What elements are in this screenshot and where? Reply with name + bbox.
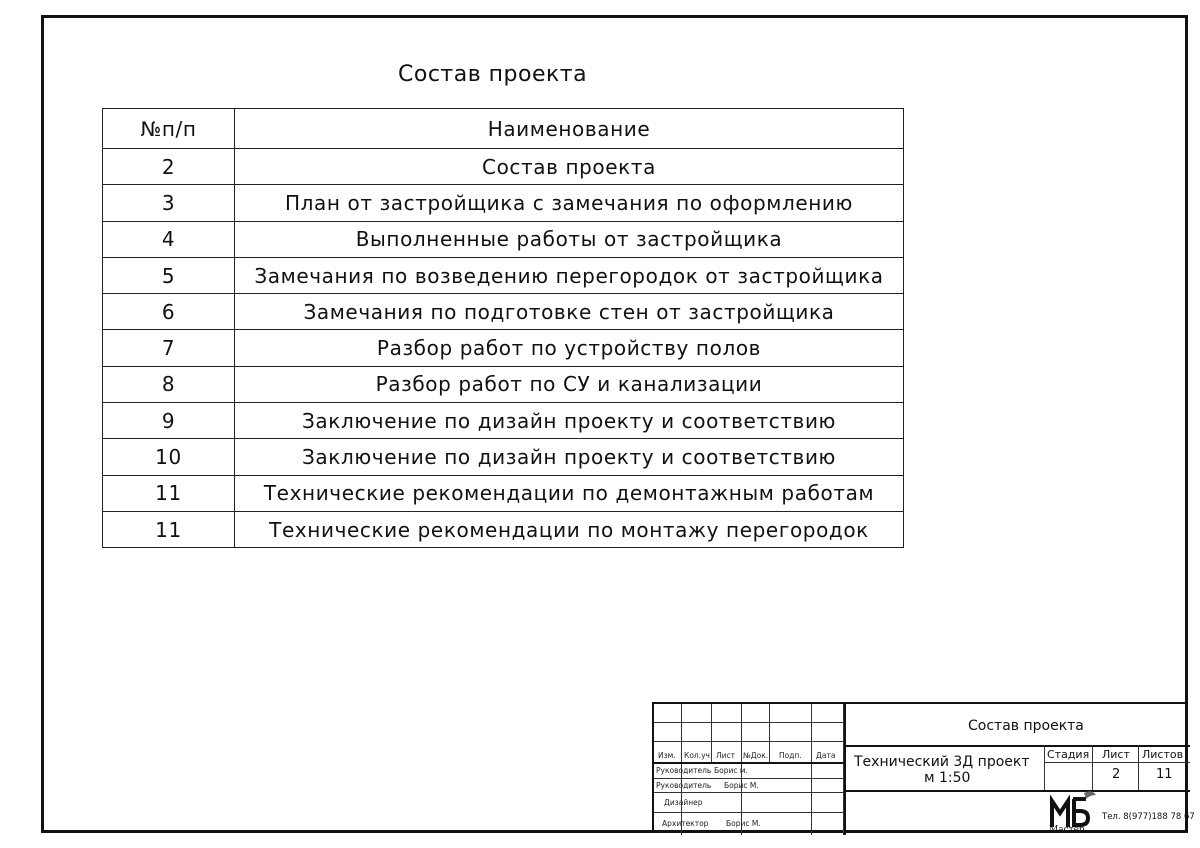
- label-kol: Кол.уч: [684, 751, 710, 760]
- project-line1: Технический 3Д проект: [854, 754, 1030, 770]
- stamp-line: [1138, 745, 1139, 790]
- table-row: [103, 403, 904, 439]
- role-1: Руководитель: [656, 781, 712, 790]
- stamp-line: [1092, 745, 1093, 790]
- row-num: 11: [103, 475, 235, 511]
- person-0: Борис м.: [714, 766, 748, 775]
- title-block: [652, 702, 1195, 833]
- stamp-line: [711, 704, 712, 764]
- table-row: [103, 330, 904, 366]
- role-3: Архитектор: [662, 819, 709, 828]
- row-num: 3: [103, 185, 235, 221]
- stamp-line: [1044, 762, 1190, 763]
- stamp-line: [844, 790, 1190, 792]
- row-name: Разбор работ по устройству полов: [235, 330, 904, 366]
- row-num: 10: [103, 439, 235, 475]
- row-name: Замечания по подготовке стен от застройщика: [235, 294, 904, 330]
- label-doc: №Док.: [743, 751, 769, 760]
- stamp-line: [654, 792, 844, 793]
- stamp-line: [654, 812, 844, 813]
- row-name: Заключение по дизайн проекту и соответствию: [235, 439, 904, 475]
- row-name: План от застройщика с замечания по оформлению: [235, 185, 904, 221]
- stamp-line: [654, 762, 844, 764]
- stamp-line: [654, 741, 844, 742]
- table-row: [103, 294, 904, 330]
- row-num: 11: [103, 511, 235, 547]
- row-num: 6: [103, 294, 235, 330]
- stage-label: Стадия: [1047, 748, 1090, 761]
- row-num: 4: [103, 221, 235, 257]
- row-name: Заключение по дизайн проекту и соответствию: [235, 403, 904, 439]
- contents-table: [102, 108, 904, 548]
- table-row: [103, 149, 904, 185]
- role-2: Дизайнер: [664, 798, 703, 807]
- stamp-line: [769, 704, 770, 764]
- page-title: Состав проекта: [398, 62, 588, 87]
- stamp-doc-title: Состав проекта: [968, 718, 1084, 734]
- header-num: №п/п: [103, 109, 235, 149]
- row-name: Замечания по возведению перегородок от застройщика: [235, 257, 904, 293]
- row-num: 7: [103, 330, 235, 366]
- stamp-line: [844, 704, 846, 835]
- table-row: [103, 366, 904, 402]
- row-name: Технические рекомендации по демонтажным работам: [235, 475, 904, 511]
- row-name: Состав проекта: [235, 149, 904, 185]
- table-row: [103, 257, 904, 293]
- sheet-label: Лист: [1102, 748, 1130, 761]
- svg-text:Мастер: Мастер: [1049, 825, 1085, 833]
- table-row: [103, 475, 904, 511]
- row-num: 9: [103, 403, 235, 439]
- sheets-label: Листов: [1142, 748, 1184, 761]
- phone-number: Тел. 8(977)188 78 67: [1102, 812, 1195, 822]
- stamp-line: [654, 778, 844, 779]
- table-row: [103, 439, 904, 475]
- table-header-row: [103, 109, 904, 149]
- label-podp: Подп.: [779, 751, 802, 760]
- sheet-value: 2: [1112, 767, 1121, 782]
- sheets-value: 11: [1156, 767, 1173, 782]
- stamp-line: [811, 704, 812, 835]
- stamp-line: [654, 722, 844, 723]
- label-list: Лист: [716, 751, 736, 760]
- header-name: Наименование: [235, 109, 904, 149]
- company-logo: [1046, 787, 1098, 833]
- label-data: Дата: [816, 751, 836, 760]
- row-num: 2: [103, 149, 235, 185]
- stamp-line: [1044, 745, 1045, 790]
- label-izm: Изм.: [658, 751, 676, 760]
- person-1: Борис М.: [724, 781, 759, 790]
- person-3: Борис М.: [726, 819, 761, 828]
- table-row: [103, 511, 904, 547]
- row-name: Технические рекомендации по монтажу перегородок: [235, 511, 904, 547]
- row-name: Разбор работ по СУ и канализации: [235, 366, 904, 402]
- role-0: Руководитель: [656, 766, 712, 775]
- table-row: [103, 185, 904, 221]
- row-name: Выполненные работы от застройщика: [235, 221, 904, 257]
- row-num: 5: [103, 257, 235, 293]
- project-line2: м 1:50: [924, 770, 971, 786]
- table-row: [103, 221, 904, 257]
- row-num: 8: [103, 366, 235, 402]
